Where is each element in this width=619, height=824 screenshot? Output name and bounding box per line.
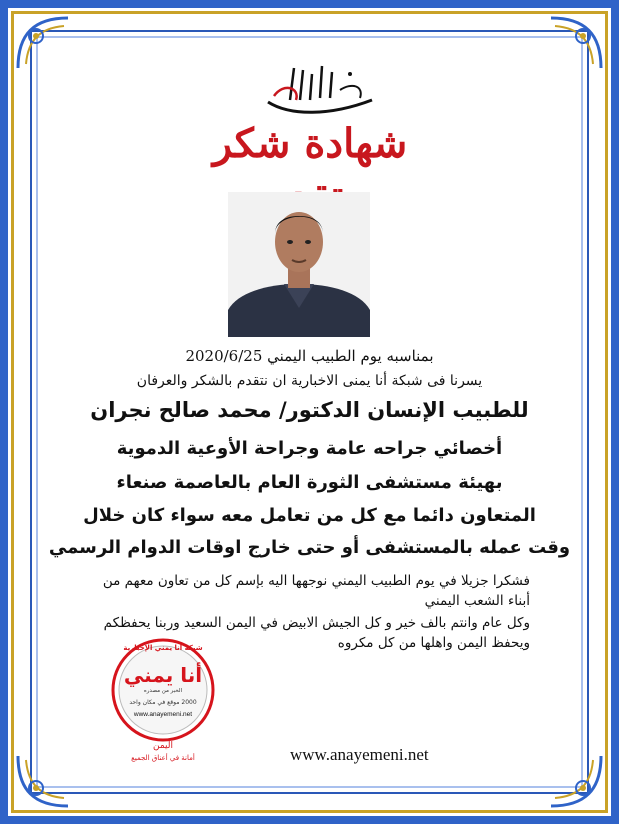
website-link[interactable]: www.anayemeni.net xyxy=(290,745,429,764)
thanks-paragraph: فشكرا جزيلا في يوم الطبيب اليمني نوجهها اليه بإسم كل من تعاون معهم من أبناء الشعب اليمني xyxy=(102,573,530,609)
hospital-line: بهيئة مستشفى الثورة العام بالعاصمة صنعاء xyxy=(116,472,503,493)
logo-slogan: 2000 موقع في مكان واحد xyxy=(129,699,197,706)
occasion-line: بمناسبه يوم الطبيب اليمني 2020/6/25 xyxy=(185,347,434,365)
logo-country: اليمن xyxy=(152,741,174,751)
logo-tagline: الخبر من مصدره xyxy=(143,688,183,694)
doctor-photo xyxy=(228,192,370,337)
logo-brand: أنا يمني xyxy=(123,663,203,687)
bismillah-calligraphy-icon xyxy=(260,60,380,120)
logo-url: www.anayemeni.net xyxy=(133,711,193,718)
cooperation-line-1: المتعاون دائما مع كل من تعامل معه سواء كان خلال xyxy=(83,505,536,526)
intro-line: يسرنا فى شبكة أنا يمنى الاخبارية ان نتقدم بالشكر والعرفان xyxy=(136,373,483,389)
specialty-line: أخصائي جراحه عامة وجراحة الأوعية الدموية xyxy=(116,438,503,459)
wishes-paragraph: وكل عام وانتم بالف خير و كل الجيش الابيض في اليمن السعيد وربنا يحفظكم ويحفظ اليمن واهلها من كل مكروه xyxy=(103,615,530,651)
cooperation-line-2: وقت عمله بالمستشفى أو حتى خارج اوقات الدوام الرسمي xyxy=(48,537,571,558)
logo-motto: أمانة في أعناق الجميع xyxy=(131,754,195,762)
certificate-title: شهادة شكر xyxy=(212,120,408,167)
anayemeni-logo xyxy=(108,628,218,764)
logo-network-name: شبكة أنا يمني الإخبارية xyxy=(123,644,203,652)
recipient-name: للطبيب الإنسان الدكتور/ محمد صالح نجران xyxy=(90,398,529,422)
